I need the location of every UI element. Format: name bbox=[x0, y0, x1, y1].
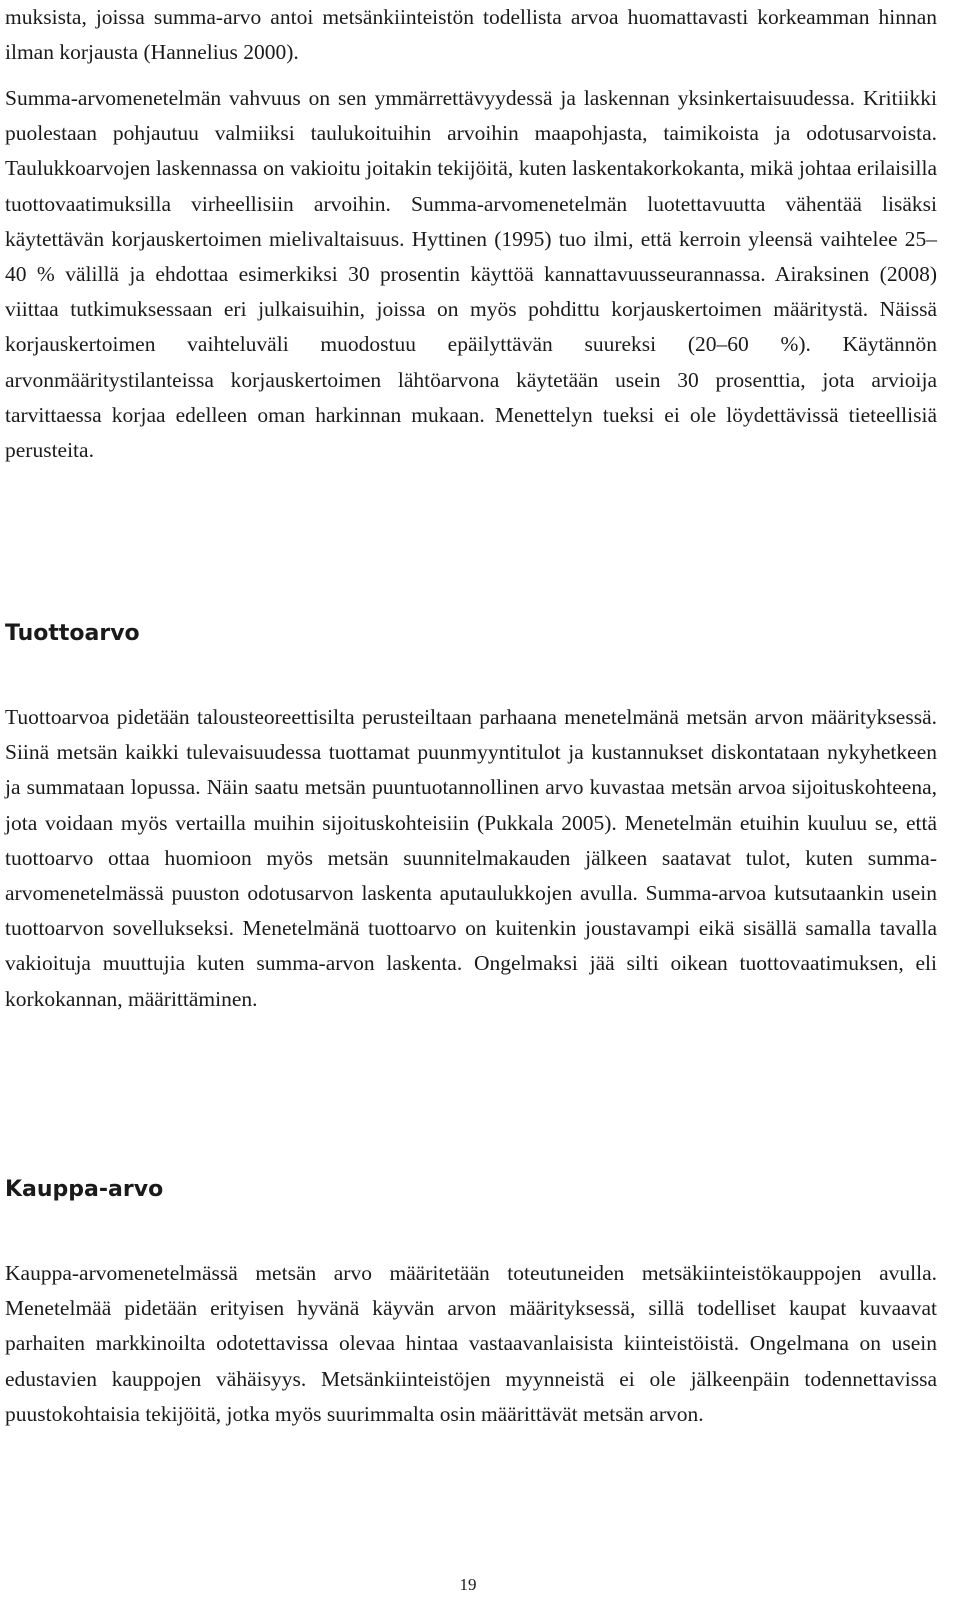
paragraph-continuation: muksista, joissa summa-arvo antoi metsänkiinteistön todellista arvoa huomattavasti korkeamman hinnan ilman korjausta (Hannelius 2000). bbox=[5, 5, 937, 65]
section-heading-tuottoarvo: Tuottoarvo bbox=[5, 621, 140, 646]
section-heading-kauppa-arvo: Kauppa-arvo bbox=[5, 1177, 164, 1202]
paragraph-kauppa-arvo: Kauppa-arvomenetelmässä metsän arvo määritetään toteutuneiden metsäkiinteistökauppojen avulla. Menetelmää pidetään erityisen hyvänä käyvän arvon määrityksessä, sillä todelliset kaupat kuvaavat parhaiten markkinoilta odotettavissa olevaa hintaa vastaavanlaisista kiinteistöistä. Ongelmana on usein edustavien kauppojen vähäisyys. Metsänkiinteistöjen myynneistä ei ole jälkeenpäin todennettavissa puustokohtaisia tekijöitä, jotka myös suurimmalta osin määrittävät metsän arvon. bbox=[5, 1261, 937, 1426]
paragraph-tuottoarvo: Tuottoarvoa pidetään talousteoreettisilta perusteiltaan parhaana menetelmänä metsän arvon määrityksessä. Siinä metsän kaikki tulevaisuudessa tuottamat puunmyyntitulot ja kustannukset diskontataan nykyhetkeen ja summataan lopussa. Näin saatu metsän puuntuotannollinen arvo kuvastaa metsän arvoa sijoituskohteena, jota voidaan myös vertailla muihin sijoituskohteisiin (Pukkala 2005). Menetelmän etuihin kuuluu se, että tuottoarvo ottaa huomioon myös metsän suunnitelmakauden jälkeen saatavat tulot, kuten summa-arvomenetelmässä puuston odotusarvon laskenta aputaulukkojen avulla. Summa-arvoa kutsutaankin usein tuottoarvon sovellukseksi. Menetelmänä tuottoarvo on kuitenkin joustavampi eikä sisällä samalla tavalla vakioituja muuttujia kuten summa-arvon laskenta. Ongelmaksi jää silti oikean tuottovaatimuksen, eli korkokannan, määrittäminen. bbox=[5, 705, 937, 1011]
page-number: 19 bbox=[459, 1575, 477, 1594]
paragraph-summa-arvo-critique: Summa-arvomenetelmän vahvuus on sen ymmärrettävyydessä ja laskennan yksinkertaisuudessa. Kritiikki puolestaan pohjautuu valmiiksi taulukoituihin arvoihin maapohjasta, taimikoista ja odotusarvoista. Taulukkoarvojen laskennassa on vakioitu joitakin tekijöitä, kuten laskentakorkokanta, mikä johtaa erilaisilla tuottovaatimuksilla virheellisiin arvoihin. Summa-arvomenetelmän luotettavuutta vähentää lisäksi käytettävän korjauskertoimen mielivaltaisuus. Hyttinen (1995) tuo ilmi, että kerroin yleensä vaihtelee 25–40 % välillä ja ehdottaa esimerkiksi 30 prosentin käyttöä kannattavuusseurannassa. Airaksinen (2008) viittaa tutkimuksessaan eri julkaisuihin, joissa on myös pohdittu korjauskertoimen määritystä. Näissä korjauskertoimen vaihteluväli muodostuu epäilyttävän suureksi (20–60 %). Käytännön arvonmääritystilanteissa korjauskertoimen lähtöarvona käytetään usein 30 prosenttia, jota arvioija tarvittaessa korjaa edelleen oman harkinnan mukaan. Menettelyn tueksi ei ole löydettävissä tieteellisiä perusteita. bbox=[5, 86, 937, 463]
